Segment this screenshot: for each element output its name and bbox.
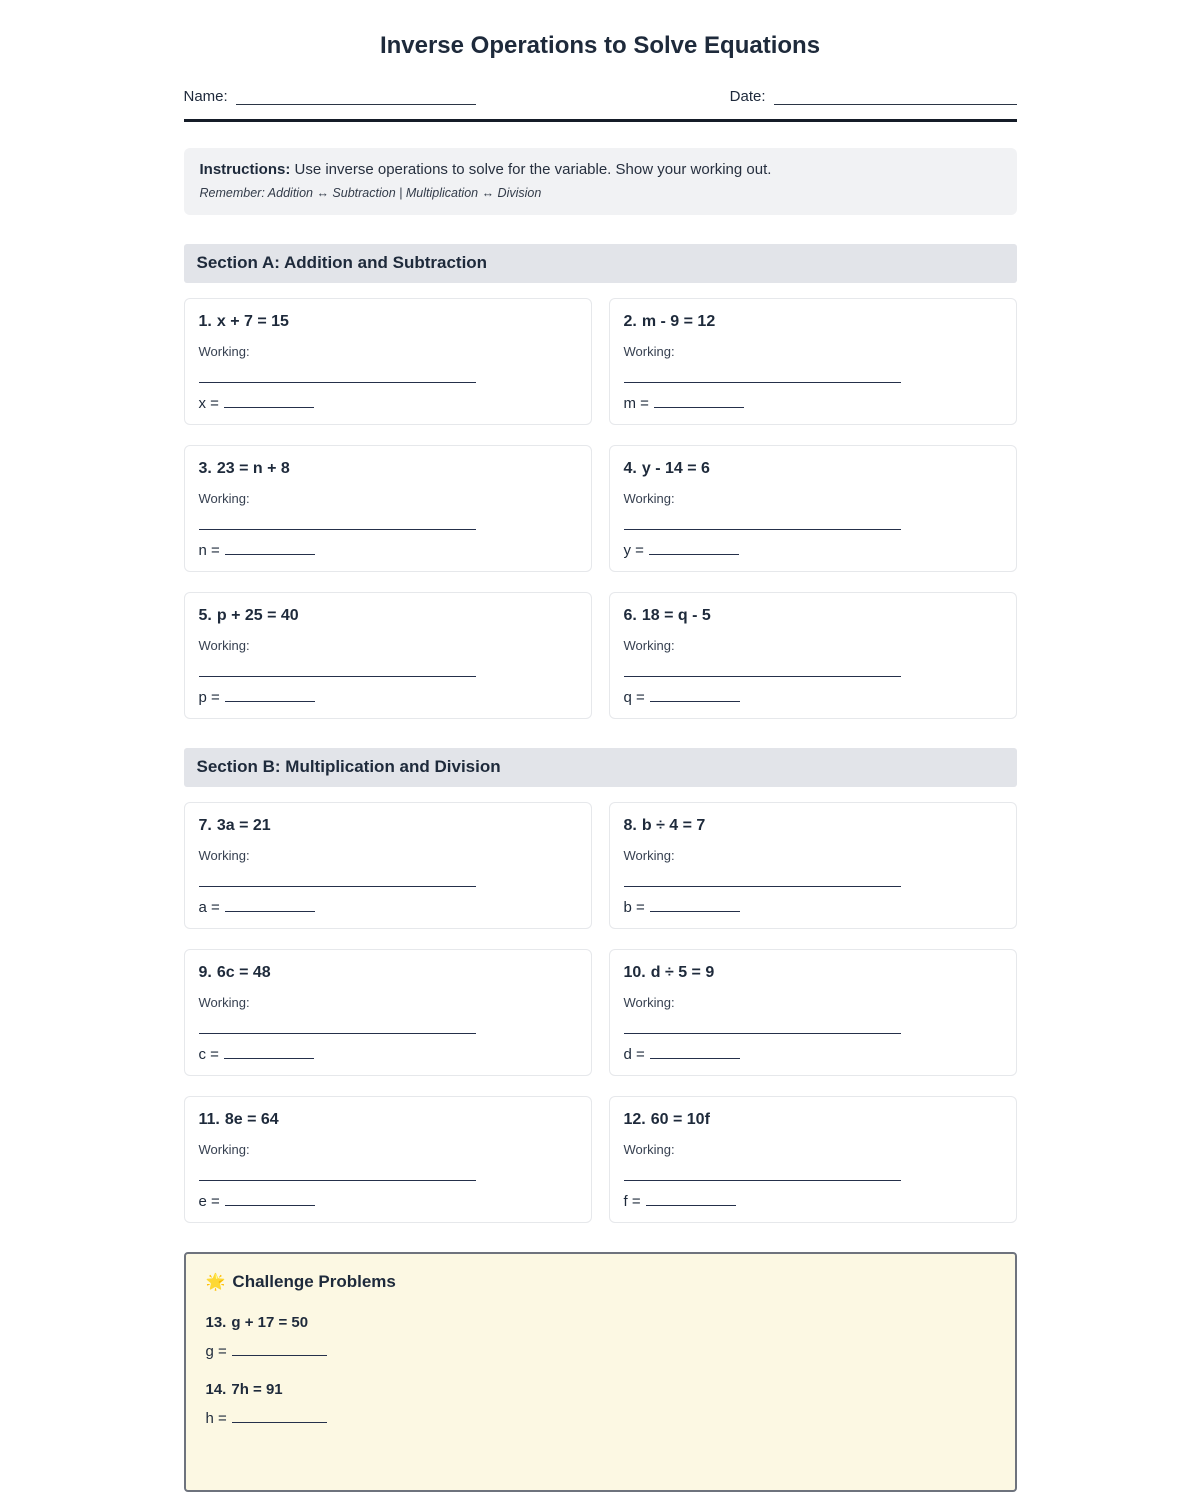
problem-number: 14. bbox=[205, 1381, 227, 1398]
answer-row bbox=[624, 395, 1002, 413]
problem-equation: y - 14 = 6 bbox=[641, 460, 710, 477]
answer-label: d = bbox=[623, 1046, 645, 1063]
problem-equation: m - 9 = 12 bbox=[641, 313, 716, 330]
problem-number: 2. bbox=[623, 313, 637, 330]
answer-blank-line bbox=[232, 1343, 327, 1356]
problem-number: 6. bbox=[623, 607, 637, 624]
answer-blank-line bbox=[225, 1193, 315, 1206]
problem-card-6 bbox=[609, 592, 1017, 719]
problem-number: 10. bbox=[623, 964, 646, 981]
problem-heading bbox=[624, 607, 1002, 625]
problem-number: 3. bbox=[198, 460, 212, 477]
working-label: Working: bbox=[623, 1142, 675, 1157]
answer-blank-line bbox=[225, 899, 315, 912]
section-b-header: Section B: Multiplication and Division bbox=[184, 748, 1017, 787]
problem-number: 7. bbox=[198, 817, 212, 834]
problem-equation: 3a = 21 bbox=[216, 817, 271, 834]
challenge-heading bbox=[206, 1272, 995, 1292]
problem-equation: p + 25 = 40 bbox=[216, 607, 299, 624]
problem-number: 9. bbox=[198, 964, 212, 981]
problem-card-9 bbox=[184, 949, 592, 1076]
answer-blank-line bbox=[224, 1046, 314, 1059]
working-label: Working: bbox=[623, 344, 675, 359]
instructions-box bbox=[184, 148, 1017, 215]
problem-equation: b ÷ 4 = 7 bbox=[641, 817, 706, 834]
name-label: Name: bbox=[183, 88, 228, 105]
working-label: Working: bbox=[623, 638, 675, 653]
header-divider bbox=[184, 119, 1017, 122]
answer-row bbox=[624, 899, 1002, 917]
date-label: Date: bbox=[729, 88, 766, 105]
working-label: Working: bbox=[198, 491, 250, 506]
section-b-grid bbox=[184, 802, 1017, 1223]
worksheet-page bbox=[184, 0, 1017, 1492]
working-blank-line bbox=[624, 676, 901, 677]
working-label: Working: bbox=[623, 491, 675, 506]
answer-row bbox=[199, 689, 577, 707]
problem-card-3 bbox=[184, 445, 592, 572]
answer-row bbox=[624, 1193, 1002, 1211]
answer-blank-line bbox=[225, 689, 315, 702]
answer-label: c = bbox=[198, 1046, 219, 1063]
problem-heading bbox=[199, 460, 577, 478]
answer-blank-line bbox=[650, 899, 740, 912]
instructions-label: Instructions: bbox=[199, 161, 291, 178]
answer-blank-line bbox=[650, 689, 740, 702]
answer-blank-line bbox=[232, 1410, 327, 1423]
page-title: Inverse Operations to Solve Equations bbox=[379, 32, 821, 59]
working-label: Working: bbox=[623, 848, 675, 863]
star-icon: 🌟 bbox=[205, 1274, 226, 1291]
problem-heading bbox=[624, 313, 1002, 331]
challenge-problem-13 bbox=[206, 1314, 995, 1360]
problem-card-10 bbox=[609, 949, 1017, 1076]
answer-row bbox=[624, 689, 1002, 707]
problem-heading bbox=[624, 817, 1002, 835]
section-a-grid bbox=[184, 298, 1017, 719]
problem-card-12 bbox=[609, 1096, 1017, 1223]
problem-heading bbox=[206, 1314, 995, 1331]
instructions-reminder: Remember: Addition ↔ Subtraction | Multiplication ↔ Division bbox=[199, 186, 542, 200]
answer-label: m = bbox=[623, 395, 649, 412]
working-blank-line bbox=[624, 1033, 901, 1034]
problem-equation: 6c = 48 bbox=[216, 964, 271, 981]
answer-label: h = bbox=[205, 1410, 227, 1427]
answer-row bbox=[199, 1046, 577, 1064]
problem-heading bbox=[199, 313, 577, 331]
answer-label: a = bbox=[198, 899, 220, 916]
answer-label: b = bbox=[623, 899, 645, 916]
answer-label: g = bbox=[205, 1343, 227, 1360]
working-blank-line bbox=[199, 382, 476, 383]
section-a-header: Section A: Addition and Subtraction bbox=[184, 244, 1017, 283]
answer-blank-line bbox=[225, 542, 315, 555]
working-label: Working: bbox=[198, 344, 250, 359]
working-blank-line bbox=[199, 529, 476, 530]
working-label: Working: bbox=[198, 848, 250, 863]
working-blank-line bbox=[199, 676, 476, 677]
problem-heading bbox=[624, 460, 1002, 478]
answer-row bbox=[199, 899, 577, 917]
answer-label: n = bbox=[198, 542, 220, 559]
answer-label: y = bbox=[623, 542, 644, 559]
problem-card-4 bbox=[609, 445, 1017, 572]
working-blank-line bbox=[624, 529, 901, 530]
date-field-group bbox=[730, 88, 1017, 105]
problem-heading bbox=[624, 1111, 1002, 1129]
problem-heading bbox=[199, 817, 577, 835]
problem-equation: 60 = 10f bbox=[650, 1111, 710, 1128]
problem-card-5 bbox=[184, 592, 592, 719]
problem-heading bbox=[206, 1381, 995, 1398]
problem-number: 4. bbox=[623, 460, 637, 477]
working-label: Working: bbox=[198, 1142, 250, 1157]
problem-heading bbox=[199, 607, 577, 625]
challenge-box bbox=[184, 1252, 1017, 1492]
working-blank-line bbox=[624, 1180, 901, 1181]
answer-row bbox=[206, 1410, 995, 1427]
answer-row bbox=[206, 1343, 995, 1360]
answer-label: p = bbox=[198, 689, 220, 706]
problem-number: 1. bbox=[198, 313, 212, 330]
working-blank-line bbox=[624, 382, 901, 383]
problem-heading bbox=[199, 1111, 577, 1129]
problem-number: 13. bbox=[205, 1314, 227, 1331]
instructions-body: Use inverse operations to solve for the variable. Show your working out. bbox=[290, 161, 772, 178]
problem-number: 8. bbox=[623, 817, 637, 834]
working-blank-line bbox=[199, 886, 476, 887]
answer-label: e = bbox=[198, 1193, 220, 1210]
answer-row bbox=[199, 542, 577, 560]
name-field-group bbox=[184, 88, 476, 105]
working-blank-line bbox=[199, 1180, 476, 1181]
name-date-row bbox=[184, 88, 1017, 105]
working-label: Working: bbox=[623, 995, 675, 1010]
name-blank-line bbox=[236, 91, 476, 105]
problem-equation: 7h = 91 bbox=[231, 1381, 283, 1398]
answer-row bbox=[199, 1193, 577, 1211]
problem-heading bbox=[199, 964, 577, 982]
problem-equation: d ÷ 5 = 9 bbox=[650, 964, 715, 981]
answer-blank-line bbox=[654, 395, 744, 408]
problem-number: 12. bbox=[623, 1111, 646, 1128]
problem-equation: g + 17 = 50 bbox=[231, 1314, 309, 1331]
problem-card-11 bbox=[184, 1096, 592, 1223]
problem-card-2 bbox=[609, 298, 1017, 425]
answer-label: x = bbox=[198, 395, 219, 412]
answer-blank-line bbox=[650, 1046, 740, 1059]
answer-blank-line bbox=[649, 542, 739, 555]
answer-label: q = bbox=[623, 689, 645, 706]
answer-blank-line bbox=[224, 395, 314, 408]
working-blank-line bbox=[199, 1033, 476, 1034]
challenge-problem-14 bbox=[206, 1381, 995, 1427]
problem-card-1 bbox=[184, 298, 592, 425]
problem-equation: 23 = n + 8 bbox=[216, 460, 290, 477]
date-blank-line bbox=[774, 91, 1017, 105]
problem-heading bbox=[624, 964, 1002, 982]
challenge-title: Challenge Problems bbox=[232, 1272, 396, 1291]
problem-equation: 8e = 64 bbox=[224, 1111, 279, 1128]
answer-blank-line bbox=[646, 1193, 736, 1206]
working-label: Working: bbox=[198, 995, 250, 1010]
problem-card-8 bbox=[609, 802, 1017, 929]
problem-equation: 18 = q - 5 bbox=[641, 607, 711, 624]
answer-row bbox=[624, 1046, 1002, 1064]
problem-number: 5. bbox=[198, 607, 212, 624]
instructions-text bbox=[200, 161, 1001, 178]
problem-number: 11. bbox=[198, 1111, 220, 1128]
working-blank-line bbox=[624, 886, 901, 887]
answer-row bbox=[624, 542, 1002, 560]
answer-label: f = bbox=[623, 1193, 641, 1210]
answer-row bbox=[199, 395, 577, 413]
problem-equation: x + 7 = 15 bbox=[216, 313, 289, 330]
working-label: Working: bbox=[198, 638, 250, 653]
problem-card-7 bbox=[184, 802, 592, 929]
